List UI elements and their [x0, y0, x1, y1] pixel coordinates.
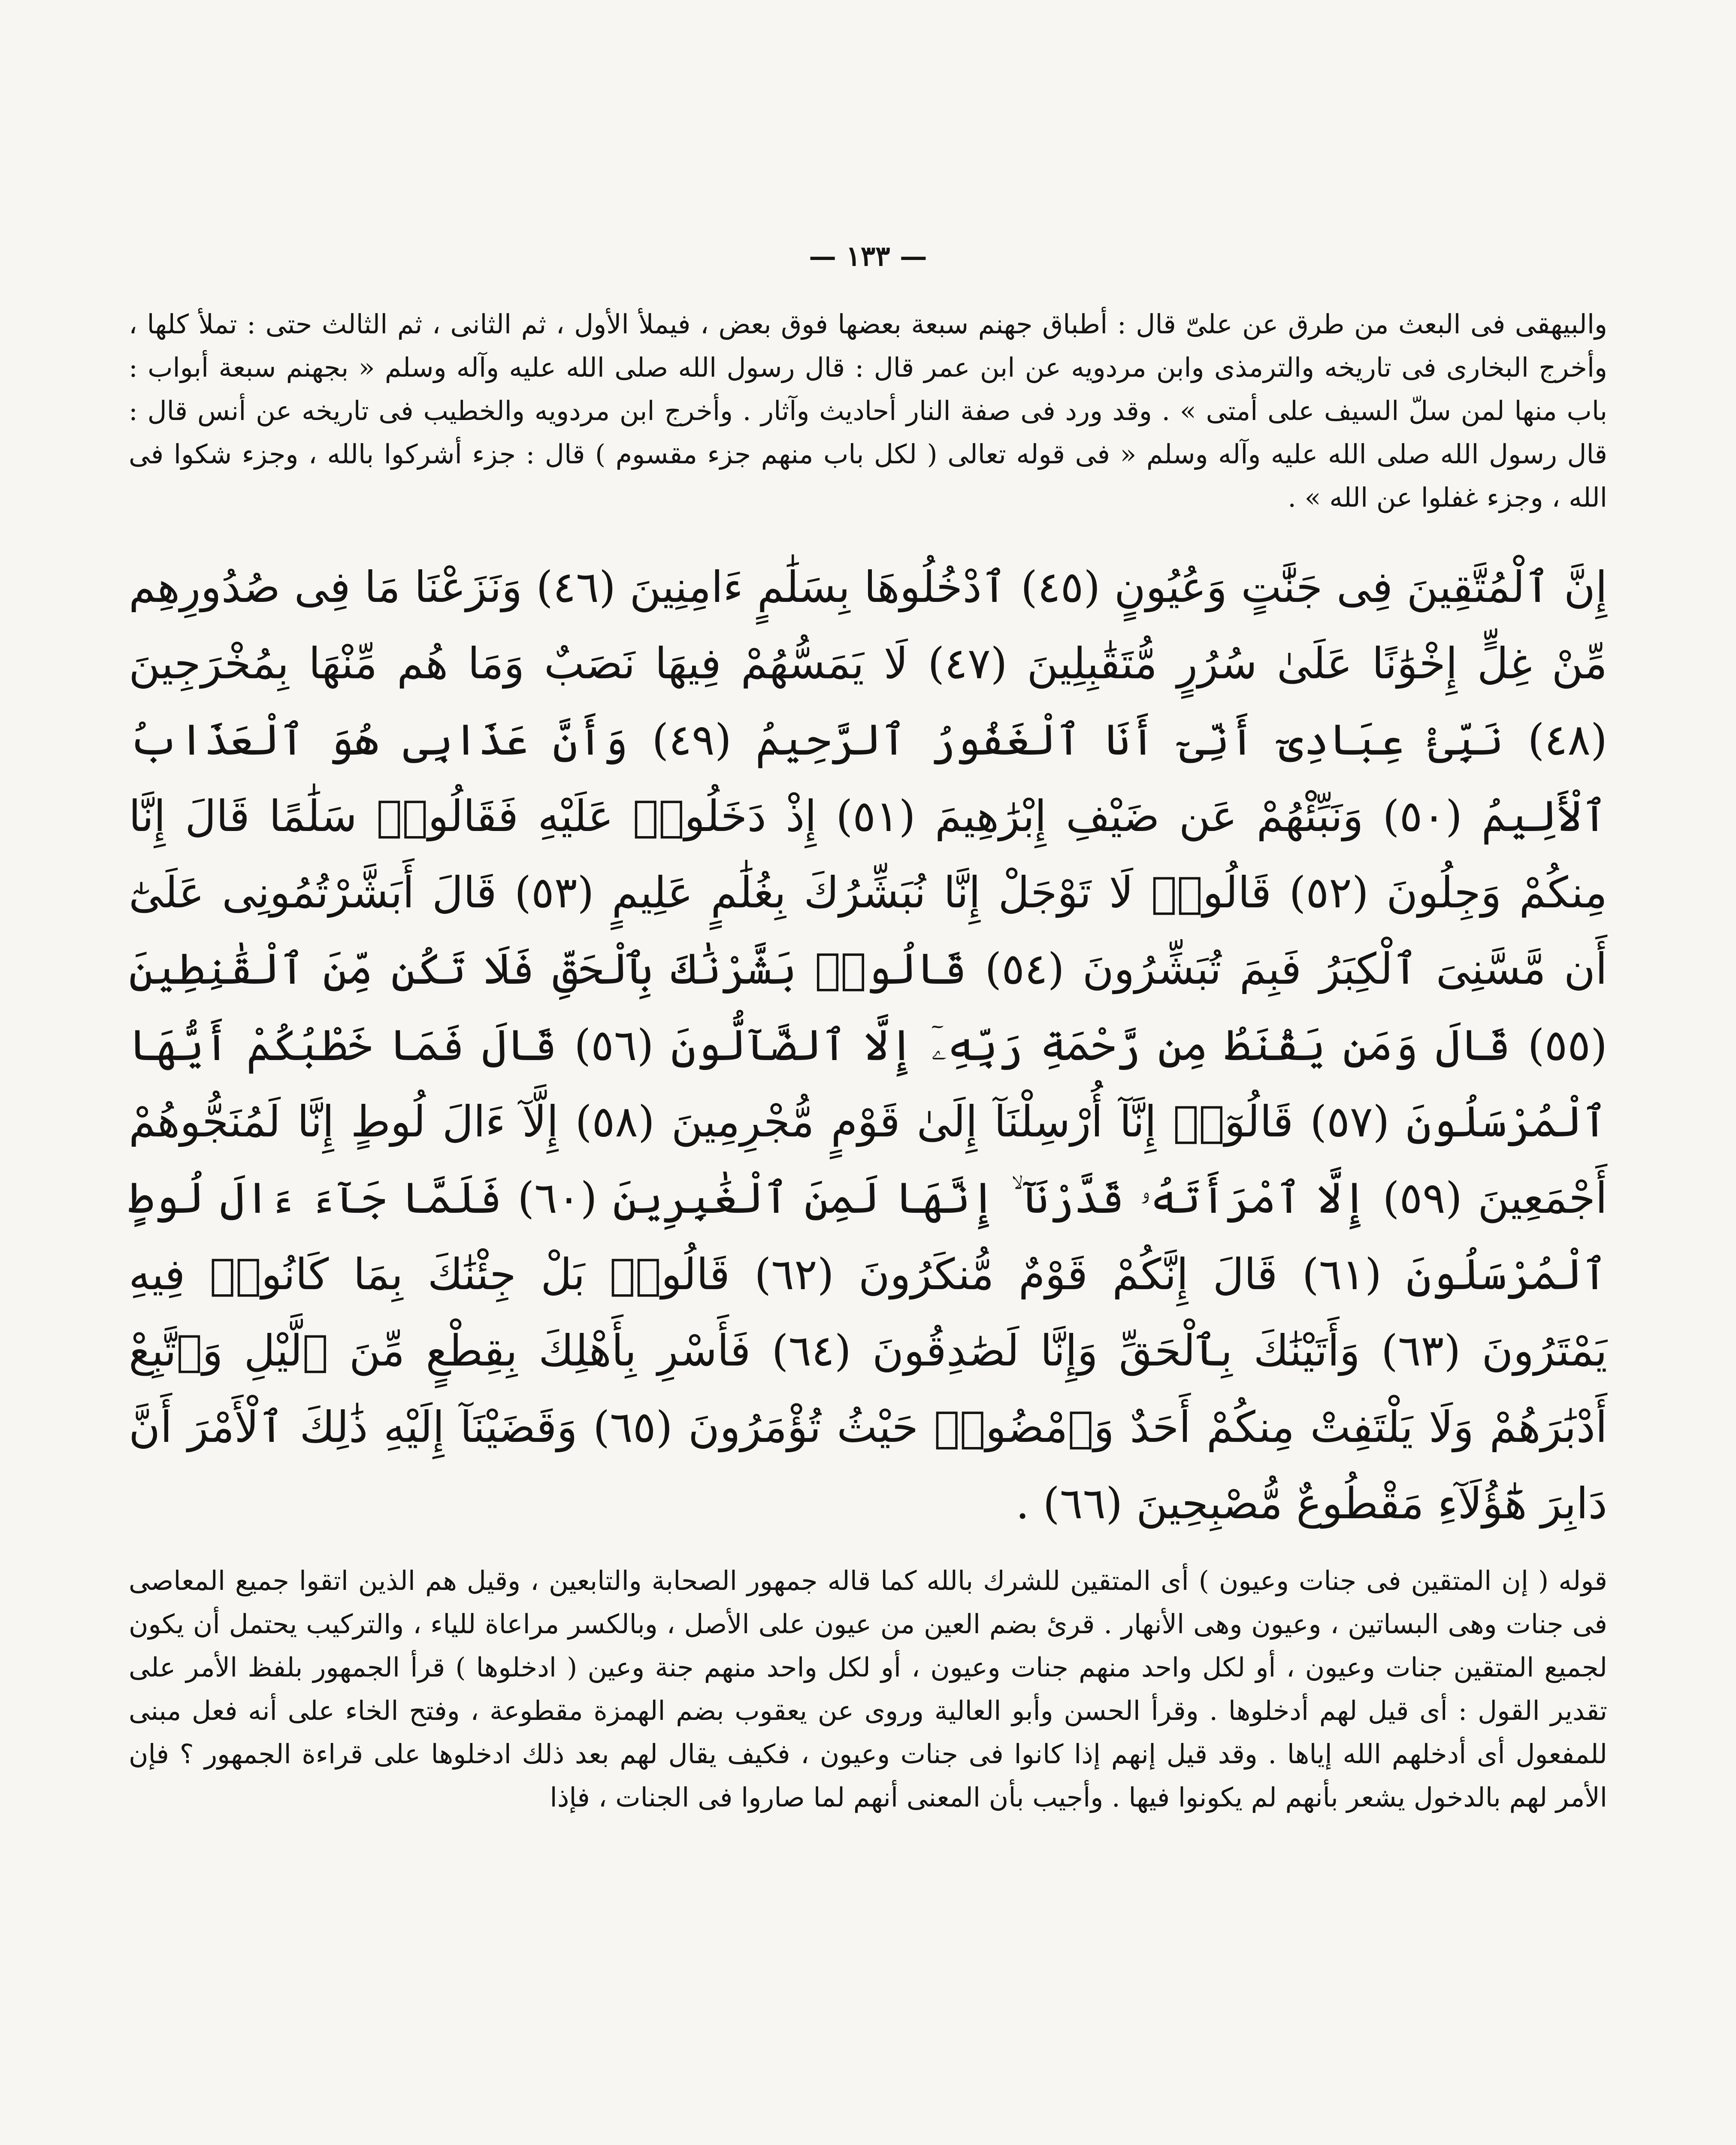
commentary-bottom — [129, 1559, 1607, 1819]
page-number: — ١٣٣ — — [809, 240, 927, 272]
quran-verses — [129, 549, 1607, 1542]
verses-paragraph: إِنَّ ٱلْمُتَّقِينَ فِى جَنَّٰتٍ وَعُيُونٍ (٤٥) ٱدْخُلُوهَا بِسَلَٰمٍ ءَامِنِينَ (٤٦) وَنَزَعْنَا مَا فِى صُدُورِهِم مِّنْ غِلٍّ إِخْوَٰنًا عَلَىٰ سُرُرٍ مُّتَقَٰبِلِينَ (٤٧) لَا يَمَسُّهُمْ فِيهَا نَصَبٌ وَمَا هُم مِّنْهَا بِمُخْرَجِينَ (٤٨) نَبِّئْ عِبَادِىٓ أَنِّىٓ أَنَا ٱلْغَفُورُ ٱلرَّحِيمُ (٤٩) وَأَنَّ عَذَابِى هُوَ ٱلْعَذَابُ ٱلْأَلِيمُ (٥٠) وَنَبِّئْهُمْ عَن ضَيْفِ إِبْرَٰهِيمَ (٥١) إِذْ دَخَلُوا۟ عَلَيْهِ فَقَالُوا۟ سَلَٰمًا قَالَ إِنَّا مِنكُمْ وَجِلُونَ (٥٢) قَالُوا۟ لَا تَوْجَلْ إِنَّا نُبَشِّرُكَ بِغُلَٰمٍ عَلِيمٍ (٥٣) قَالَ أَبَشَّرْتُمُونِى عَلَىٰٓ أَن مَّسَّنِىَ ٱلْكِبَرُ فَبِمَ تُبَشِّرُونَ (٥٤) قَالُوا۟ بَشَّرْنَٰكَ بِٱلْحَقِّ فَلَا تَكُن مِّنَ ٱلْقَٰنِطِينَ (٥٥) قَالَ وَمَن يَقْنَطُ مِن رَّحْمَةِ رَبِّهِۦٓ إِلَّا ٱلضَّآلُّونَ (٥٦) قَالَ فَمَا خَطْبُكُمْ أَيُّهَا ٱلْمُرْسَلُونَ (٥٧) قَالُوٓا۟ إِنَّآ أُرْسِلْنَآ إِلَىٰ قَوْمٍ مُّجْرِمِينَ (٥٨) إِلَّآ ءَالَ لُوطٍ إِنَّا لَمُنَجُّوهُمْ أَجْمَعِينَ (٥٩) إِلَّا ٱمْرَأَتَهُۥ قَدَّرْنَآ ۙ إِنَّهَا لَمِنَ ٱلْغَٰبِرِينَ (٦٠) فَلَمَّا جَآءَ ءَالَ لُوطٍ ٱلْمُرْسَلُونَ (٦١) قَالَ إِنَّكُمْ قَوْمٌ مُّنكَرُونَ (٦٢) قَالُوا۟ بَلْ جِئْنَٰكَ بِمَا كَانُوا۟ فِيهِ يَمْتَرُونَ (٦٣) وَأَتَيْنَٰكَ بِٱلْحَقِّ وَإِنَّا لَصَٰدِقُونَ (٦٤) فَأَسْرِ بِأَهْلِكَ بِقِطْعٍ مِّنَ ٱلَّيْلِ وَٱتَّبِعْ أَدْبَٰرَهُمْ وَلَا يَلْتَفِتْ مِنكُمْ أَحَدٌ وَٱمْضُوا۟ حَيْثُ تُؤْمَرُونَ (٦٥) وَقَضَيْنَآ إِلَيْهِ ذَٰلِكَ ٱلْأَمْرَ أَنَّ دَابِرَ هَٰٓؤُلَآءِ مَقْطُوعٌ مُّصْبِحِينَ (٦٦) . — [129, 562, 1608, 1529]
commentary-paragraph: قوله ( إن المتقين فى جنات وعيون ) أى المتقين للشرك بالله كما قاله جمهور الصحابة والتابعين ، وقيل هم الذين اتقوا جميع المعاصى فى جنات وهى البساتين ، وعيون وهى الأنهار . قرئ بضم العين من عيون على الأصل ، وبالكسر مراعاة للياء ، والتركيب يحتمل أن يكون لجميع المتقين جنات وعيون ، أو لكل واحد منهم جنات وعيون ، أو لكل واحد منهم جنة وعين ( ادخلوها ) قرأ الجمهور بلفظ الأمر على تقدير القول : أى قيل لهم أدخلوها . وقرأ الحسن وأبو العالية وروى عن يعقوب بضم الهمزة مقطوعة ، وفتح الخاء على أنه فعل مبنى للمفعول أى أدخلهم الله إياها . وقد قيل إنهم إذا كانوا فى جنات وعيون ، فكيف يقال لهم بعد ذلك ادخلوها على قراءة الجمهور ؟ فإن الأمر لهم بالدخول يشعر بأنهم لم يكونوا فيها . وأجيب بأن المعنى أنهم لما صاروا فى الجنات ، فإذا — [129, 1565, 1607, 1813]
commentary-top — [129, 302, 1607, 519]
commentary-paragraph: والبيهقى فى البعث من طرق عن علىّ قال : أطباق جهنم سبعة بعضها فوق بعض ، فيملأ الأول ، ثم الثانى ، ثم الثالث حتى : تملأ كلها ، وأخرج البخارى فى تاريخه والترمذى وابن مردويه عن ابن عمر قال : قال رسول الله صلى الله عليه وآله وسلم « بجهنم سبعة أبواب : باب منها لمن سلّ السيف على أمتى » . وقد ورد فى صفة النار أحاديث وآثار . وأخرج ابن مردويه والخطيب فى تاريخه عن أنس قال : قال رسول الله صلى الله عليه وآله وسلم « فى قوله تعالى ( لكل باب منهم جزء مقسوم ) قال : جزء أشركوا بالله ، وجزء شكوا فى الله ، وجزء غفلوا عن الله » . — [129, 308, 1607, 513]
